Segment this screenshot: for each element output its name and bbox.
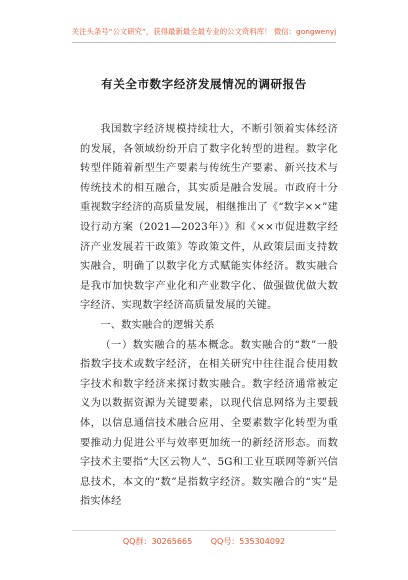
document-title: 有关全市数字经济发展情况的调研报告 bbox=[101, 77, 307, 91]
section-heading: 一、数实融合的逻辑关系 bbox=[100, 319, 215, 331]
intro-paragraph: 我国数字经济规模持续壮大，不断引领着实体经济的发展，各领域纷纷开启了数字化转型的进程。数字化转型伴随着新型生产要素与传统生产要素、新兴技术与传统技术的相互融合，其实质是融合发展。市政府十分重视数字经济的高质量发展，相继推出了《“数字××”建设行动方案（2021—2023年）》和《××市促进数字经济产业发展若干政策》等政策文件，从政策层面支持数实融合，明确了以数字化方式赋能实体经济。数实融合是我市加快数字产业化和产业数字化、做强做优做大数字经济、实现数字经济高质量发展的关键。 bbox=[80, 124, 338, 312]
footer-contact bbox=[0, 536, 408, 547]
document-body bbox=[80, 120, 338, 512]
header-promo-note: 关注头条号“公文研究”，获得最新最全最专业的公文资料库！ 微信：gongwenyj bbox=[71, 27, 337, 36]
footer-divider bbox=[72, 530, 336, 531]
subsection-paragraph: （一）数实融合的基本概念。数实融合的“数”一般指数字技术或数字经济，在相关研究中往往混合使用数字技术和数字经济来探讨数实融合。数字经济通常被定义为以数据资源为关键要素，以现代信息网络为主要载体，以信息通信技术融合应用、全要素数字化转型为重要推动力促进公平与效率更加统一的新经济形态。而数字技术主要指“大区云物人”、5G和工业互联网等新兴信息技术，本文的“数”是指数字经济。数实融合的“实”是指实体经 bbox=[80, 339, 338, 508]
footer-qq-number: QQ号：535304092 bbox=[210, 537, 286, 546]
footer-qq-group: QQ群：30265665 bbox=[122, 537, 193, 546]
header-divider bbox=[72, 42, 336, 43]
